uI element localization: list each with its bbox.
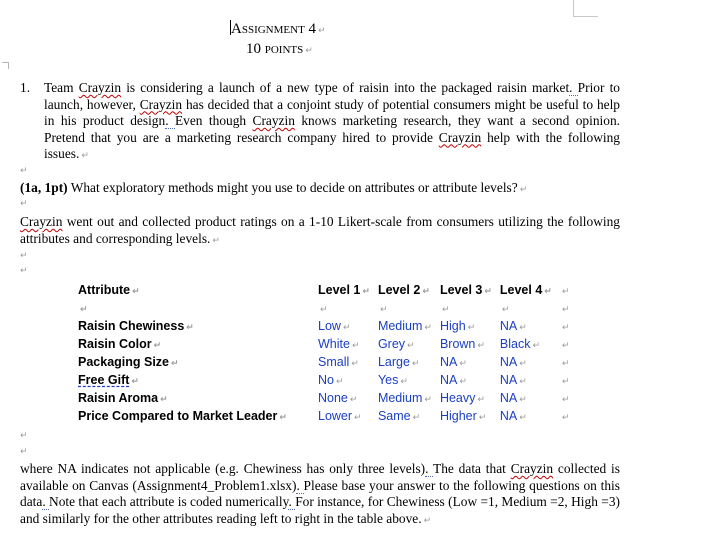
text-segment: . bbox=[165, 113, 175, 128]
text-segment: Prior to launch, however, bbox=[44, 80, 620, 112]
empty-cell: ↵ bbox=[501, 305, 510, 315]
empty-cell: ↵ bbox=[320, 305, 328, 315]
level-value: Large ↵ bbox=[377, 355, 420, 369]
text-segment: collected is available on Canvas (Assignment4_Problem1.xlsx) bbox=[20, 461, 620, 493]
level-value: NA ↵ bbox=[499, 391, 527, 405]
attribute-name: Packaging Size ↵ bbox=[78, 355, 179, 369]
table-row bbox=[74, 389, 578, 407]
text-segment: where NA indicates not applicable (e.g. Chewiness has only three levels) bbox=[20, 461, 426, 476]
text-segment: . bbox=[569, 80, 578, 95]
level-value: Medium ↵ bbox=[377, 319, 432, 333]
question1a: (1a, 1pt) What exploratory methods might you use to decide on attributes or attribute levels? ↵ bbox=[20, 180, 528, 195]
level-value: None ↵ bbox=[318, 391, 358, 405]
attribute-name: Raisin Aroma ↵ bbox=[78, 391, 168, 405]
paragraph-mark: ↵ bbox=[318, 26, 326, 36]
paragraph-mark: ↵ bbox=[20, 431, 28, 441]
level-value: High ↵ bbox=[439, 319, 476, 333]
brand-name: Crayzin bbox=[252, 113, 295, 128]
empty-cell: ↵ bbox=[379, 305, 388, 315]
assignment-points: 10 points ↵ bbox=[246, 41, 313, 57]
margin-mark bbox=[2, 62, 9, 69]
level-value: NA ↵ bbox=[499, 319, 527, 333]
brand-name: Crayzin bbox=[510, 461, 554, 476]
question1-text bbox=[44, 80, 620, 165]
column-header: Level 1 ↵ bbox=[318, 283, 370, 297]
text-segment: . bbox=[296, 477, 304, 493]
level-value: NA ↵ bbox=[439, 355, 467, 369]
attribute-name: Raisin Chewiness ↵ bbox=[78, 319, 194, 333]
empty-cell: ↵ bbox=[80, 305, 88, 315]
text-segment: . bbox=[425, 461, 434, 476]
level-value: White ↵ bbox=[318, 337, 360, 351]
text-segment: . bbox=[42, 494, 50, 509]
row-end-mark: ↵ bbox=[561, 323, 570, 333]
paragraph-mark: ↵ bbox=[20, 166, 28, 176]
column-header: Level 4 ↵ bbox=[499, 283, 552, 297]
assignment-title: Assignment 4 ↵ bbox=[231, 21, 326, 37]
paragraph-mark: ↵ bbox=[20, 251, 28, 261]
row-end-mark: ↵ bbox=[561, 287, 570, 297]
paragraph-mark: ↵ bbox=[212, 235, 220, 246]
brand-name: Crayzin bbox=[78, 80, 122, 95]
text-segment: . bbox=[288, 494, 296, 509]
column-header: Level 3 ↵ bbox=[439, 283, 492, 297]
text-segment: Team bbox=[44, 80, 79, 95]
table-row bbox=[74, 353, 578, 371]
level-value: NA ↵ bbox=[499, 373, 527, 387]
row-end-mark: ↵ bbox=[561, 305, 570, 315]
level-value: Heavy ↵ bbox=[439, 391, 485, 405]
table-row bbox=[74, 335, 578, 353]
text-segment: Note that each attribute is coded numerically bbox=[49, 494, 289, 509]
attribute-table bbox=[74, 281, 578, 425]
level-value: NA ↵ bbox=[499, 355, 527, 369]
level-value: Grey ↵ bbox=[377, 337, 415, 351]
level-value: Small ↵ bbox=[318, 355, 359, 369]
text-segment: Even though bbox=[174, 113, 253, 128]
level-value: Low ↵ bbox=[318, 319, 351, 333]
table-row bbox=[74, 371, 578, 389]
text-segment: help with the following issues. bbox=[44, 129, 620, 161]
page-corner-mark bbox=[573, 0, 598, 17]
paragraph-mark: ↵ bbox=[20, 447, 28, 457]
level-value: Lower ↵ bbox=[318, 409, 362, 423]
level-value: NA ↵ bbox=[439, 373, 467, 387]
intro-text bbox=[20, 214, 620, 249]
text-segment: has decided that a conjoint study of potential consumers might be useful to help in his product design bbox=[44, 96, 621, 128]
level-value: Black ↵ bbox=[499, 337, 541, 351]
level-value: No ↵ bbox=[318, 373, 344, 387]
text-segment: knows marketing research, they want a second opinion. Pretend that you are a marketing research company hired to provide bbox=[44, 113, 620, 145]
row-end-mark: ↵ bbox=[561, 395, 570, 405]
brand-name: Crayzin bbox=[139, 96, 183, 112]
table-header-row bbox=[74, 281, 578, 299]
question-number: 1. bbox=[20, 80, 31, 95]
text-segment: is considering a launch of a new type of raisin into the packaged raisin market bbox=[121, 80, 570, 95]
paragraph-mark: ↵ bbox=[81, 151, 89, 161]
paragraph-mark: ↵ bbox=[20, 266, 28, 276]
attribute-name: Price Compared to Market Leader ↵ bbox=[78, 409, 287, 423]
table-row bbox=[74, 407, 578, 425]
column-header: Level 2 ↵ bbox=[377, 283, 430, 297]
level-value: Higher ↵ bbox=[439, 409, 487, 423]
table-blank-row bbox=[74, 299, 578, 317]
text-segment: The data that bbox=[433, 461, 511, 476]
text-segment: For instance, for Chewiness (Low =1, Medium =2, High =3) and similarly for the other attributes reading left to right in the table above. bbox=[20, 494, 620, 526]
footer-text bbox=[20, 461, 620, 529]
column-header: Attribute ↵ bbox=[78, 283, 140, 297]
level-value: Medium ↵ bbox=[377, 391, 432, 405]
level-value: Brown ↵ bbox=[439, 337, 485, 351]
paragraph-mark: ↵ bbox=[423, 515, 432, 526]
table-row bbox=[74, 317, 578, 335]
row-end-mark: ↵ bbox=[561, 359, 570, 369]
level-value: Yes ↵ bbox=[377, 373, 408, 387]
brand-name: Crayzin bbox=[438, 129, 482, 145]
row-end-mark: ↵ bbox=[561, 377, 570, 387]
paragraph-mark: ↵ bbox=[20, 199, 28, 209]
empty-cell: ↵ bbox=[441, 305, 450, 315]
level-value: NA ↵ bbox=[499, 409, 527, 423]
paragraph-mark: ↵ bbox=[305, 46, 313, 56]
attribute-name: Raisin Color ↵ bbox=[78, 337, 162, 351]
level-value: Same ↵ bbox=[377, 409, 421, 423]
row-end-mark: ↵ bbox=[561, 341, 570, 351]
row-end-mark: ↵ bbox=[561, 413, 570, 423]
text-segment: went out and collected product ratings on a 1-10 Likert-scale from consumers utilizing the following attributes and corresponding levels. bbox=[20, 214, 620, 246]
attribute-name: Free Gift ↵ bbox=[78, 373, 139, 387]
text-segment: Please base your answer to the following questions on this data bbox=[20, 477, 620, 509]
brand-name: Crayzin bbox=[20, 214, 63, 229]
